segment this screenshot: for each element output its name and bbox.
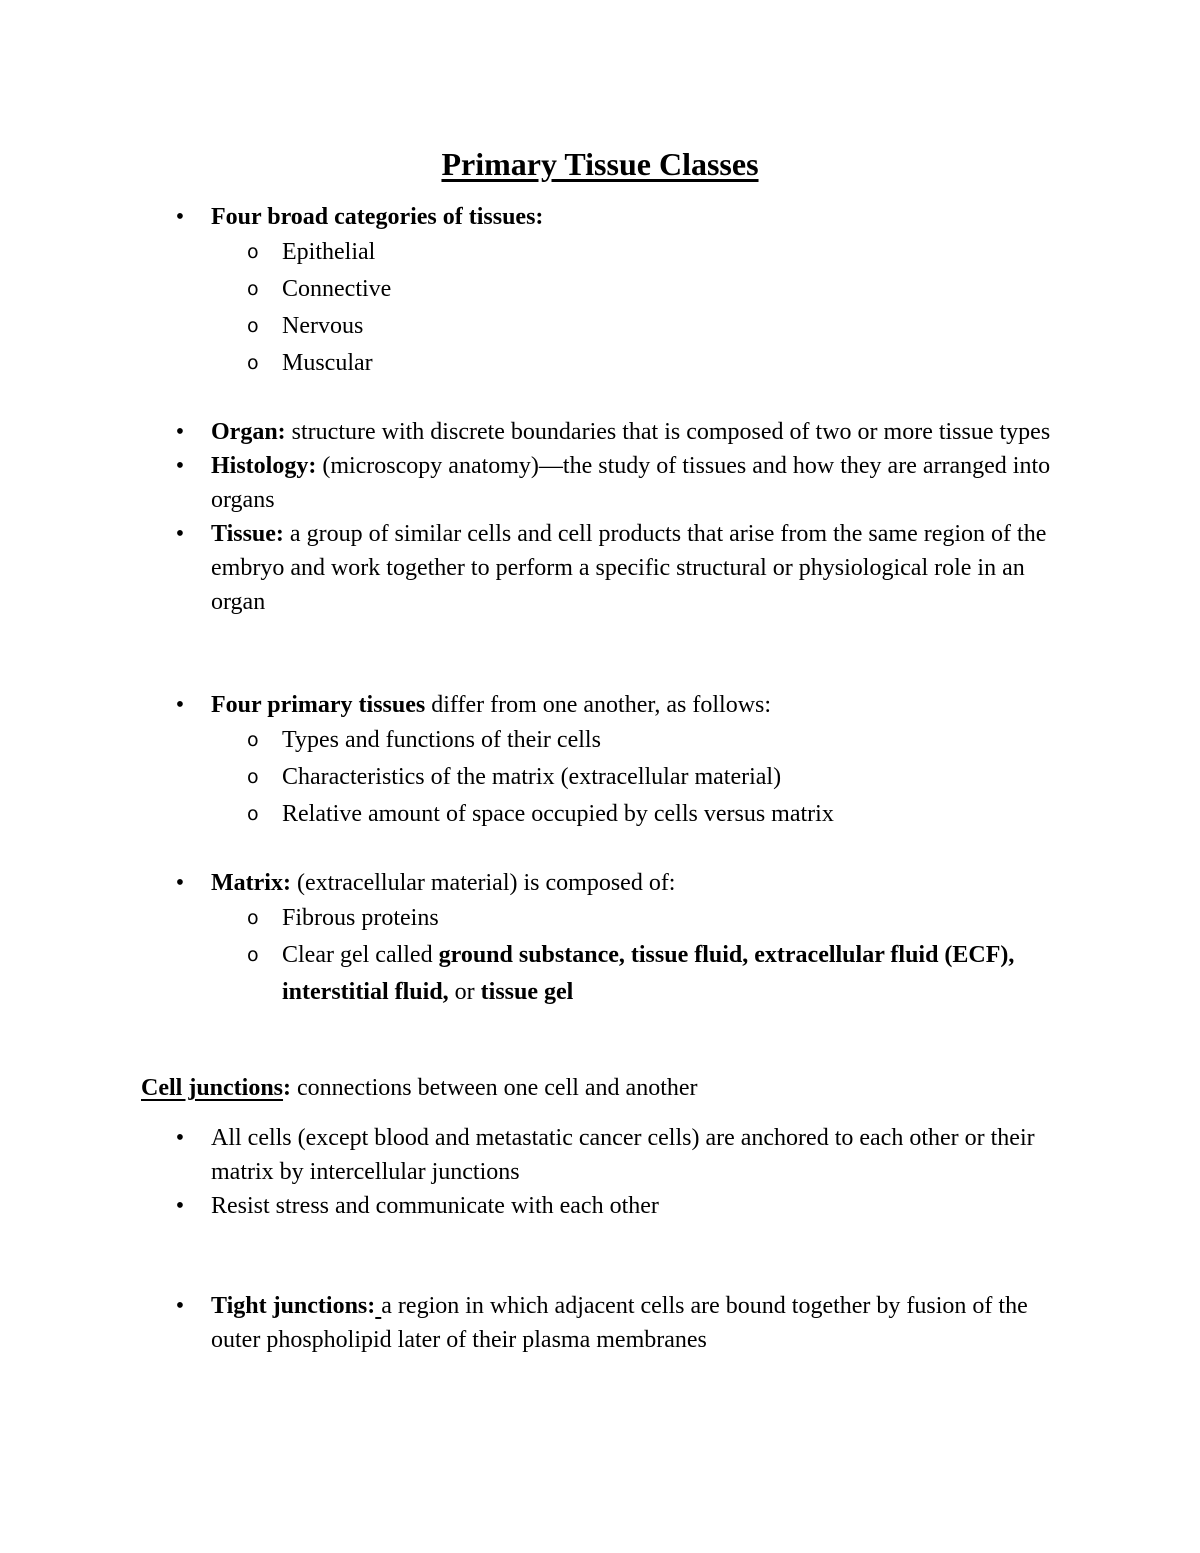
term-matrix: Matrix: [211,870,291,896]
list-item [170,1189,1070,1223]
matrix-gel-or: or [448,979,481,1005]
circle-bullet-icon: o [247,803,259,825]
matrix-item-gel-pre: Clear gel called [282,942,439,968]
definitions-block [170,415,1070,619]
list-item [170,900,1070,937]
term-tissue: Tissue: [211,521,284,547]
circle-bullet-icon: o [247,907,259,929]
list-item [170,866,1070,900]
list-item [170,937,1070,1011]
page-title: Primary Tissue Classes [441,146,759,182]
cell-junctions-colon: : [283,1075,292,1101]
term-histology: Histology: [211,453,317,479]
bullet-icon: • [175,1125,185,1151]
bullet-icon: • [175,204,185,230]
bullet-icon: • [175,521,185,547]
list-item [170,1121,1070,1189]
category-nervous: Nervous [282,313,364,339]
matrix-text: (extracellular material) is composed of: [290,870,676,896]
list-item [170,234,1070,271]
term-cell-junctions: Cell junctions [141,1075,284,1101]
bullet-icon: • [175,870,185,896]
bullet-icon: • [175,1293,185,1319]
list-item [170,759,1070,796]
cell-junctions-text: connections between one cell and another [291,1075,698,1101]
bullet-icon: • [175,453,185,479]
tissue-categories-block [170,200,1070,382]
bullet-icon: • [175,692,185,718]
circle-bullet-icon: o [247,315,259,337]
tight-junctions-block [170,1289,1070,1357]
list-item [170,688,1070,722]
cell-junctions-block [170,1121,1070,1223]
definition-organ [170,415,1070,449]
junctions-anchored-text: All cells (except blood and metastatic cancer cells) are anchored to each other or their matrix by intercellular junctions [211,1125,1035,1185]
term-organ: Organ: [211,419,286,445]
difference-item: Characteristics of the matrix (extracellular material) [282,764,782,790]
circle-bullet-icon: o [247,352,259,374]
circle-bullet-icon: o [247,278,259,300]
term-four-primary-tissues: Four primary tissues [211,692,426,718]
bullet-icon: • [175,419,185,445]
circle-bullet-icon: o [247,241,259,263]
list-item [170,1289,1070,1357]
list-item [170,271,1070,308]
list-item [170,200,1070,234]
cell-junctions-heading [141,1071,1041,1105]
list-item [170,345,1070,382]
tissue-definition: a group of similar cells and cell products that arise from the same region of the embryo and work together to perform a specific structural or physiological role in an organ [211,521,1047,615]
category-connective: Connective [282,276,392,302]
matrix-gel-terms: ground substance, tissue fluid, extracellular fluid (ECF), interstitial fluid, [282,942,1015,1005]
list-item [170,722,1070,759]
matrix-gel-tissue-gel: tissue gel [480,979,574,1005]
primary-tissues-block [170,688,1070,833]
categories-label: Four broad categories of tissues: [211,204,544,230]
circle-bullet-icon: o [247,729,259,751]
categories-sublist [170,234,1070,382]
circle-bullet-icon: o [247,766,259,788]
bullet-icon: • [175,1193,185,1219]
primary-tissues-sublist [170,722,1070,833]
difference-item: Relative amount of space occupied by cells versus matrix [282,801,834,827]
category-epithelial: Epithelial [282,239,376,265]
tight-junctions-text: a region in which adjacent cells are bound together by fusion of the outer phospholipid later of their plasma membranes [211,1293,1028,1353]
list-item [170,308,1070,345]
circle-bullet-icon: o [247,944,259,966]
histology-definition: (microscopy anatomy)—the study of tissues and how they are arranged into organs [211,453,1051,513]
term-tight-junctions: Tight junctions: [211,1293,376,1319]
primary-tissues-text: differ from one another, as follows: [425,692,772,718]
matrix-sublist [170,900,1070,1011]
difference-item: Types and functions of their cells [282,727,601,753]
list-item [170,796,1070,833]
matrix-item-fibrous: Fibrous proteins [282,905,439,931]
category-muscular: Muscular [282,350,373,376]
organ-definition: structure with discrete boundaries that is composed of two or more tissue types [285,419,1051,445]
definition-tissue [170,517,1070,619]
matrix-block [170,866,1070,1011]
junctions-resist-text: Resist stress and communicate with each other [211,1193,659,1219]
definition-histology [170,449,1070,517]
